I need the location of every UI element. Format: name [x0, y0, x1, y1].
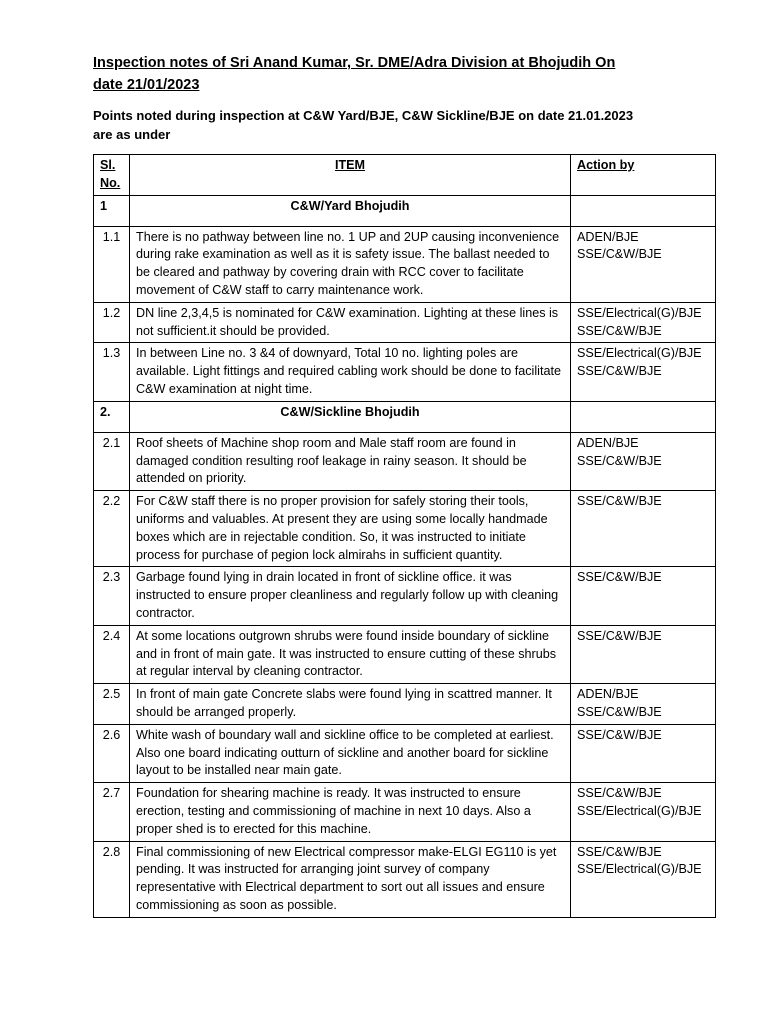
header-item: ITEM — [130, 155, 571, 196]
action-entry: SSE/Electrical(G)/BJE — [577, 862, 702, 877]
document-title — [93, 52, 683, 96]
action-entry: SSE/C&W/BJE — [577, 364, 662, 379]
row-number: 1.2 — [94, 302, 130, 343]
title-line-1: Inspection notes of Sri Anand Kumar, Sr. DME/Adra Division at Bhojudih On — [93, 55, 616, 71]
row-item: In between Line no. 3 &4 of downyard, Total 10 no. lighting poles are available. Light fittings and required cabling work should be done to facilitate C&W examination at night time. — [130, 343, 571, 401]
section-name: C&W/Sickline Bhojudih — [130, 401, 571, 432]
row-item: At some locations outgrown shrubs were found inside boundary of sickline and in front of main gate. It was instructed to ensure cutting of these shrubs at regular interval by cleaning contractor. — [130, 625, 571, 683]
action-entry: SSE/Electrical(G)/BJE — [577, 346, 702, 361]
row-item: White wash of boundary wall and sickline office to be completed at earliest. Also one board indicating outturn of sickline and another board for sickline layout to be installed near main gate. — [130, 724, 571, 782]
action-entry: SSE/C&W/BJE — [577, 844, 662, 859]
action-entry: SSE/C&W/BJE — [577, 570, 662, 585]
table-row — [94, 432, 716, 490]
section-action-empty — [571, 401, 716, 432]
row-action-by — [571, 226, 716, 302]
action-entry: SSE/C&W/BJE — [577, 453, 662, 468]
table-row — [94, 491, 716, 567]
title-line-2: date 21/01/2023 — [93, 77, 200, 93]
action-entry: ADEN/BJE — [577, 687, 639, 702]
section-row — [94, 195, 716, 226]
row-item: There is no pathway between line no. 1 UP and 2UP causing inconvenience during rake examination as well as it is safety issue. The ballast needed to be cleared and pathway by covering drain with RCC cover to facilitate movement of C&W staff to carry maintenance work. — [130, 226, 571, 302]
row-number: 1.1 — [94, 226, 130, 302]
table-row — [94, 724, 716, 782]
row-number: 2.5 — [94, 684, 130, 725]
table-row — [94, 226, 716, 302]
row-action-by — [571, 783, 716, 841]
action-entry: SSE/C&W/BJE — [577, 704, 662, 719]
table-header-row — [94, 155, 716, 196]
table-row — [94, 783, 716, 841]
section-action-empty — [571, 195, 716, 226]
row-action-by — [571, 625, 716, 683]
table-row — [94, 343, 716, 401]
intro-text — [93, 106, 693, 144]
action-entry: SSE/C&W/BJE — [577, 323, 662, 338]
action-entry: SSE/C&W/BJE — [577, 247, 662, 262]
intro-line-1: Points noted during inspection at C&W Yard/BJE, C&W Sickline/BJE on date 21.01.2023 — [93, 108, 634, 123]
row-item: DN line 2,3,4,5 is nominated for C&W examination. Lighting at these lines is not sufficient.it should be provided. — [130, 302, 571, 343]
section-number: 1 — [94, 195, 130, 226]
action-entry: SSE/C&W/BJE — [577, 494, 662, 509]
row-item: Foundation for shearing machine is ready. It was instructed to ensure erection, testing and commissioning of machine in next 10 days. Also a proper shed is to erected for this machine. — [130, 783, 571, 841]
section-row — [94, 401, 716, 432]
row-item: Garbage found lying in drain located in front of sickline office. it was instructed to ensure proper cleanliness and regularly follow up with cleaning contractor. — [130, 567, 571, 625]
table-row — [94, 684, 716, 725]
table-row — [94, 625, 716, 683]
row-number: 2.7 — [94, 783, 130, 841]
table-row — [94, 302, 716, 343]
row-number: 2.1 — [94, 432, 130, 490]
row-item: Final commissioning of new Electrical compressor make-ELGI EG110 is yet pending. It was instructed for arranging joint survey of company representative with Electrical department to sort out all issues and ensure commissioning as soon as possible. — [130, 841, 571, 917]
action-entry: ADEN/BJE — [577, 229, 639, 244]
row-number: 1.3 — [94, 343, 130, 401]
row-item: In front of main gate Concrete slabs were found lying in scattred manner. It should be arranged properly. — [130, 684, 571, 725]
row-item: Roof sheets of Machine shop room and Male staff room are found in damaged condition resulting roof leakage in rainy season. It should be attended on priority. — [130, 432, 571, 490]
header-action-by: Action by — [571, 155, 716, 196]
row-action-by — [571, 841, 716, 917]
row-action-by — [571, 684, 716, 725]
row-number: 2.3 — [94, 567, 130, 625]
row-action-by — [571, 302, 716, 343]
row-number: 2.6 — [94, 724, 130, 782]
row-action-by — [571, 432, 716, 490]
inspection-table — [93, 154, 716, 918]
row-number: 2.8 — [94, 841, 130, 917]
row-action-by — [571, 343, 716, 401]
row-action-by — [571, 567, 716, 625]
row-action-by — [571, 724, 716, 782]
action-entry: ADEN/BJE — [577, 435, 639, 450]
action-entry: SSE/C&W/BJE — [577, 628, 662, 643]
row-action-by — [571, 491, 716, 567]
section-name: C&W/Yard Bhojudih — [130, 195, 571, 226]
action-entry: SSE/Electrical(G)/BJE — [577, 803, 702, 818]
action-entry: SSE/Electrical(G)/BJE — [577, 305, 702, 320]
action-entry: SSE/C&W/BJE — [577, 727, 662, 742]
table-row — [94, 841, 716, 917]
intro-line-2: are as under — [93, 127, 171, 142]
row-number: 2.4 — [94, 625, 130, 683]
table-row — [94, 567, 716, 625]
row-number: 2.2 — [94, 491, 130, 567]
row-item: For C&W staff there is no proper provision for safely storing their tools, uniforms and valuables. At present they are using some locally handmade boxes which are in rejectable condition. So, it was instructed to initiate process for purchase of pegion lock almirahs in sufficient quantity. — [130, 491, 571, 567]
action-entry: SSE/C&W/BJE — [577, 786, 662, 801]
header-sl-no: Sl. No. — [94, 155, 130, 196]
section-number: 2. — [94, 401, 130, 432]
